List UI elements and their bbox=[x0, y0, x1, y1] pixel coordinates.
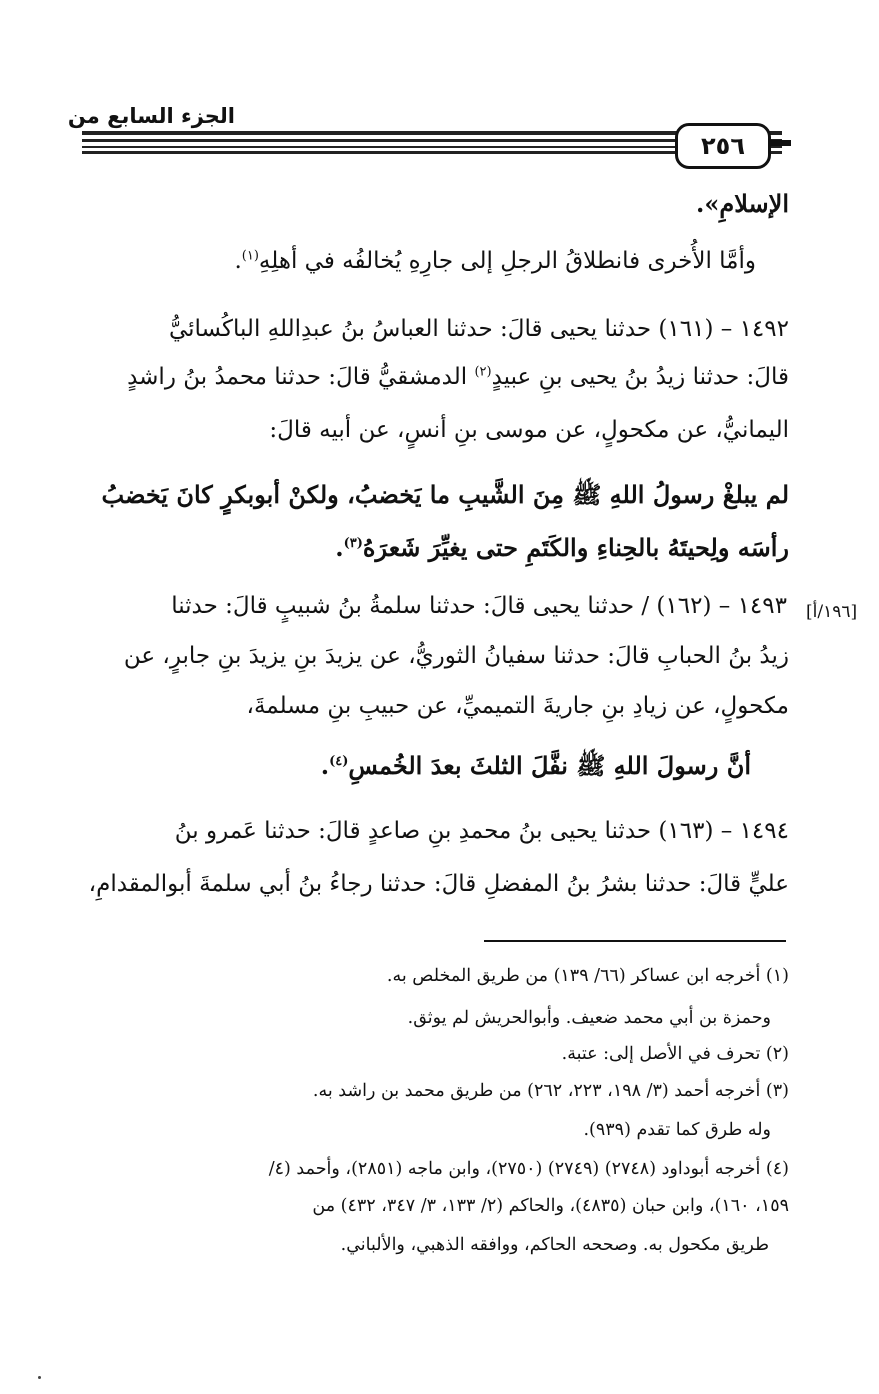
text-line-content: أنَّ رسولَ اللهِ ﷺ نفَّلَ الثلثَ بعدَ الخُمسِ bbox=[348, 751, 751, 780]
footnote-line: وله طرق كما تقدم (٩٣٩). bbox=[583, 1120, 771, 1140]
text-line bbox=[696, 190, 789, 219]
text-line bbox=[169, 316, 789, 344]
text-line-content: قالَ: حدثنا زيدُ بنُ يحيى بنِ عبيدٍ bbox=[491, 364, 789, 390]
footnote-line: وحمزة بن أبي محمد ضعيف. وأبوالحريش لم يوثق. bbox=[407, 1008, 771, 1028]
running-title: الجزء السابع من bbox=[67, 104, 235, 128]
footnote-line: ١٥٩، ١٦٠)، وابن حبان (٤٨٣٥)، والحاكم (٢/ ١٣٣، ٣/ ٣٤٧، ٤٣٢) من bbox=[312, 1196, 789, 1216]
text-line bbox=[175, 818, 789, 846]
text-line-content: لم يبلغْ رسولُ اللهِ ﷺ مِنَ الشَّيبِ ما يَخضبُ، ولكنْ أبوبكرٍ كانَ يَخضبُ bbox=[101, 480, 789, 509]
footnote-marker[interactable]: (١) bbox=[241, 248, 259, 264]
footnote-marker[interactable]: (٣) bbox=[343, 536, 363, 551]
footnote-marker[interactable]: (٤) bbox=[329, 754, 349, 769]
text-line-content: زيدُ بنُ الحبابِ قالَ: حدثنا سفيانُ الثوريُّ، عن يزيدَ بنِ يزيدَ بنِ جابرٍ، عن bbox=[123, 643, 789, 669]
footnote-line: طريق مكحول به. وصححه الحاكم، ووافقه الذهبي، والألباني. bbox=[340, 1235, 769, 1255]
text-line bbox=[171, 593, 787, 621]
footnote-line: (٤) أخرجه أبوداود (٢٧٤٨) (٢٧٤٩) (٢٧٥٠)، وابن ماجه (٢٨٥١)، وأحمد (٤/ bbox=[268, 1159, 789, 1179]
manuscript-folio-reference: [١٩٦/أ] bbox=[806, 602, 858, 622]
text-line bbox=[124, 643, 789, 671]
text-line-content: رأسَه ولِحيتَهُ بالحِناءِ والكَتَمِ حتى يغيِّرَ شَعرَهُ bbox=[362, 533, 789, 562]
text-line-content: اليمانيُّ، عن مكحولٍ، عن موسى بنِ أنسٍ، عن أبيه قالَ: bbox=[269, 417, 789, 443]
text-line-tail: . bbox=[234, 248, 242, 274]
text-line-content: عليٍّ قالَ: حدثنا بشرُ بنُ المفضلِ قالَ: حدثنا رجاءُ بنُ أبي سلمةَ أبوالمقدامِ، bbox=[88, 871, 789, 897]
footnote-separator bbox=[484, 940, 786, 942]
text-line bbox=[269, 417, 789, 445]
text-line bbox=[127, 364, 789, 392]
text-line-tail: . bbox=[335, 533, 344, 562]
text-line-tail: . bbox=[320, 751, 330, 780]
text-line bbox=[335, 534, 789, 563]
text-line-content: الإسلامِ». bbox=[696, 189, 789, 218]
page-number: ٢٥٦ bbox=[675, 123, 771, 169]
footnote-line: (٣) أخرجه أحمد (٣/ ١٩٨، ٢٢٣، ٢٦٢) من طريق محمد بن راشد به. bbox=[312, 1081, 789, 1101]
text-line bbox=[101, 481, 789, 510]
text-line-content: ١٤٩٣ – (١٦٢) / حدثنا يحيى قالَ: حدثنا سلمةُ بنُ شبيبٍ قالَ: حدثنا bbox=[171, 593, 787, 619]
footnote-line: (٢) تحرف في الأصل إلى: عتبة. bbox=[561, 1044, 789, 1064]
footnote-marker[interactable]: (٢) bbox=[474, 364, 492, 380]
text-line-tail: الدمشقيُّ قالَ: حدثنا محمدُ بنُ راشدٍ bbox=[127, 364, 475, 390]
text-line-content: وأمَّا الأُخرى فانطلاقُ الرجلِ إلى جارِهِ يُخالفُه في أهلِهِ bbox=[258, 248, 756, 274]
text-line bbox=[234, 248, 756, 276]
text-line bbox=[321, 752, 751, 781]
text-line bbox=[247, 693, 789, 721]
text-line-content: ١٤٩٤ – (١٦٣) حدثنا يحيى بنُ محمدِ بنِ صاعدٍ قالَ: حدثنا عَمرو بنُ bbox=[174, 818, 789, 844]
footnote-line: (١) أخرجه ابن عساكر (٦٦/ ١٣٩) من طريق المخلص به. bbox=[386, 966, 789, 986]
text-line bbox=[89, 871, 789, 899]
scan-speck bbox=[38, 1376, 41, 1379]
text-line-content: مكحولٍ، عن زيادِ بنِ جاريةَ التميميِّ، عن حبيبِ بنِ مسلمةَ، bbox=[246, 693, 789, 719]
text-line-content: ١٤٩٢ – (١٦١) حدثنا يحيى قالَ: حدثنا العباسُ بنُ عبدِاللهِ الباكُسائيُّ bbox=[168, 316, 789, 342]
